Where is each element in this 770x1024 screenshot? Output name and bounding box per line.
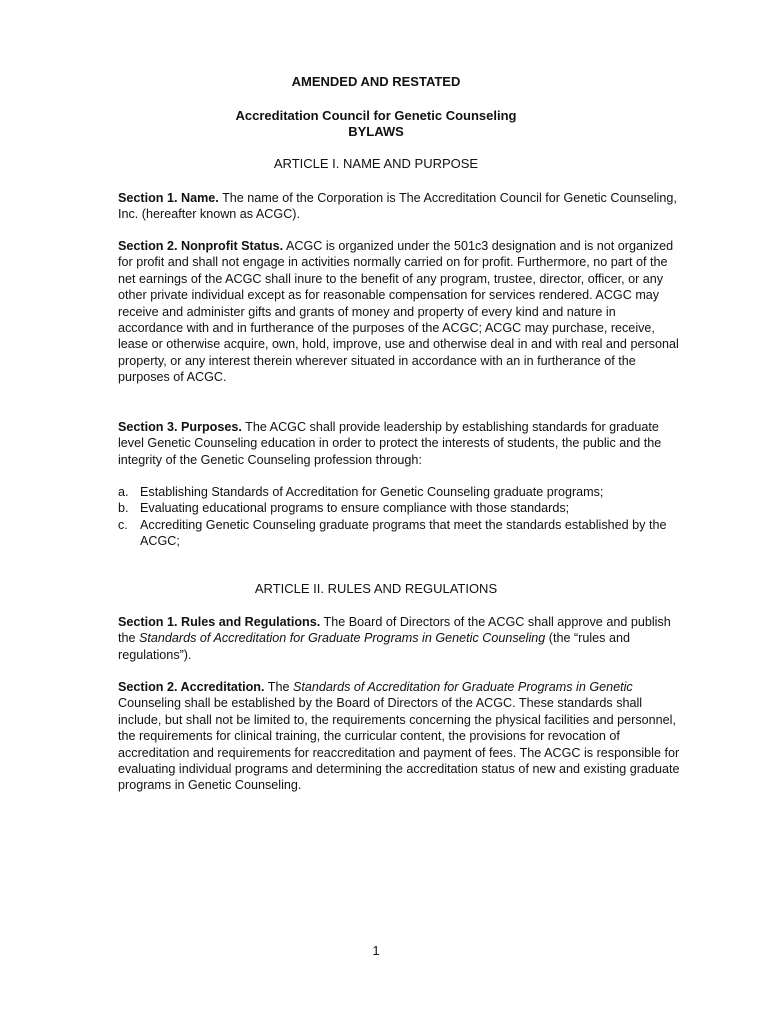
section-label: Section 2. Nonprofit Status.	[118, 239, 284, 253]
list-marker: c.	[118, 517, 128, 532]
purposes-list	[118, 484, 683, 550]
list-item-text: Evaluating educational programs to ensure compliance with those standards;	[140, 501, 570, 516]
article-1-heading: ARTICLE I. NAME AND PURPOSE	[273, 156, 479, 171]
section-text: The name of the Corporation is The Accreditation Council for Genetic Counseling, Inc. (hereafter known as ACGC).	[118, 191, 677, 222]
section-text: Counseling shall be established by the Board of Directors of the ACGC. These standards shall include, but shall not be limited to, the requirements concerning the physical facilities and personnel, the requirements for clinical training, the curricular content, the provisions for revocation of accreditation and requirements for reaccreditation and payment of fees. The ACGC is responsible for evaluating individual programs and determining the accreditation status of new and existing graduate programs in Genetic Counseling.	[118, 696, 680, 793]
list-item	[118, 500, 683, 516]
section-label: Section 2. Accreditation.	[118, 680, 265, 694]
list-item	[118, 517, 683, 550]
list-item-text: Accrediting Genetic Counseling graduate programs that meet the standards established by the ACGC;	[140, 517, 667, 549]
list-marker: b.	[118, 501, 129, 516]
article-1-section-3	[118, 419, 683, 468]
section-text: (the “rules and regulations”).	[118, 631, 630, 662]
article-1-section-2	[118, 238, 683, 386]
article-1-section-1	[118, 190, 683, 223]
section-italic-title: Standards of Accreditation for Graduate Programs in Genetic	[292, 680, 633, 694]
article-2-section-1	[118, 614, 683, 663]
section-label: Section 1. Name.	[118, 191, 219, 205]
list-item	[118, 484, 683, 500]
section-italic-title: Standards of Accreditation for Graduate Programs in Genetic Counseling	[139, 631, 546, 646]
section-text: The ACGC shall provide leadership by establishing standards for graduate level Genetic Counseling education in order to protect the interests of students, the public and the integrity of the Genetic Counseling profession through:	[118, 420, 662, 467]
article-2-section-2	[118, 679, 683, 794]
section-label: Section 3. Purposes.	[118, 420, 242, 434]
document-heading-bylaws: BYLAWS	[348, 124, 404, 139]
section-text: ACGC is organized under the 501c3 designation and is not organized for profit and shall not engage in activities normally carried on for profit. Furthermore, no part of the net earnings of the ACGC shall inure to the benefit of any program, trustee, director, officer, or any other private individual except as for reasonable compensation for services rendered. ACGC may receive and administer gifts and grants of money and property of every kind and nature in accordance with and in furtherance of the purposes of the ACGC; ACGC may purchase, receive, lease or otherwise acquire, own, hold, improve, use and otherwise deal in and with real and personal property, or any interest therein wherever situated in accordance with an in furtherance of the purposes of ACGC.	[118, 239, 679, 385]
section-text: The	[264, 680, 293, 694]
list-item-text: Establishing Standards of Accreditation for Genetic Counseling graduate programs;	[140, 485, 604, 499]
document-heading-organization: Accreditation Council for Genetic Counseling	[235, 108, 517, 123]
section-text: The Board of Directors of the ACGC shall approve and publish the	[118, 615, 671, 646]
section-label: Section 1. Rules and Regulations.	[118, 615, 321, 629]
document-heading-amended: AMENDED AND RESTATED	[291, 74, 461, 89]
page-number: 1	[372, 943, 380, 958]
list-marker: a.	[118, 485, 129, 499]
article-2-heading: ARTICLE II. RULES AND REGULATIONS	[254, 581, 498, 596]
